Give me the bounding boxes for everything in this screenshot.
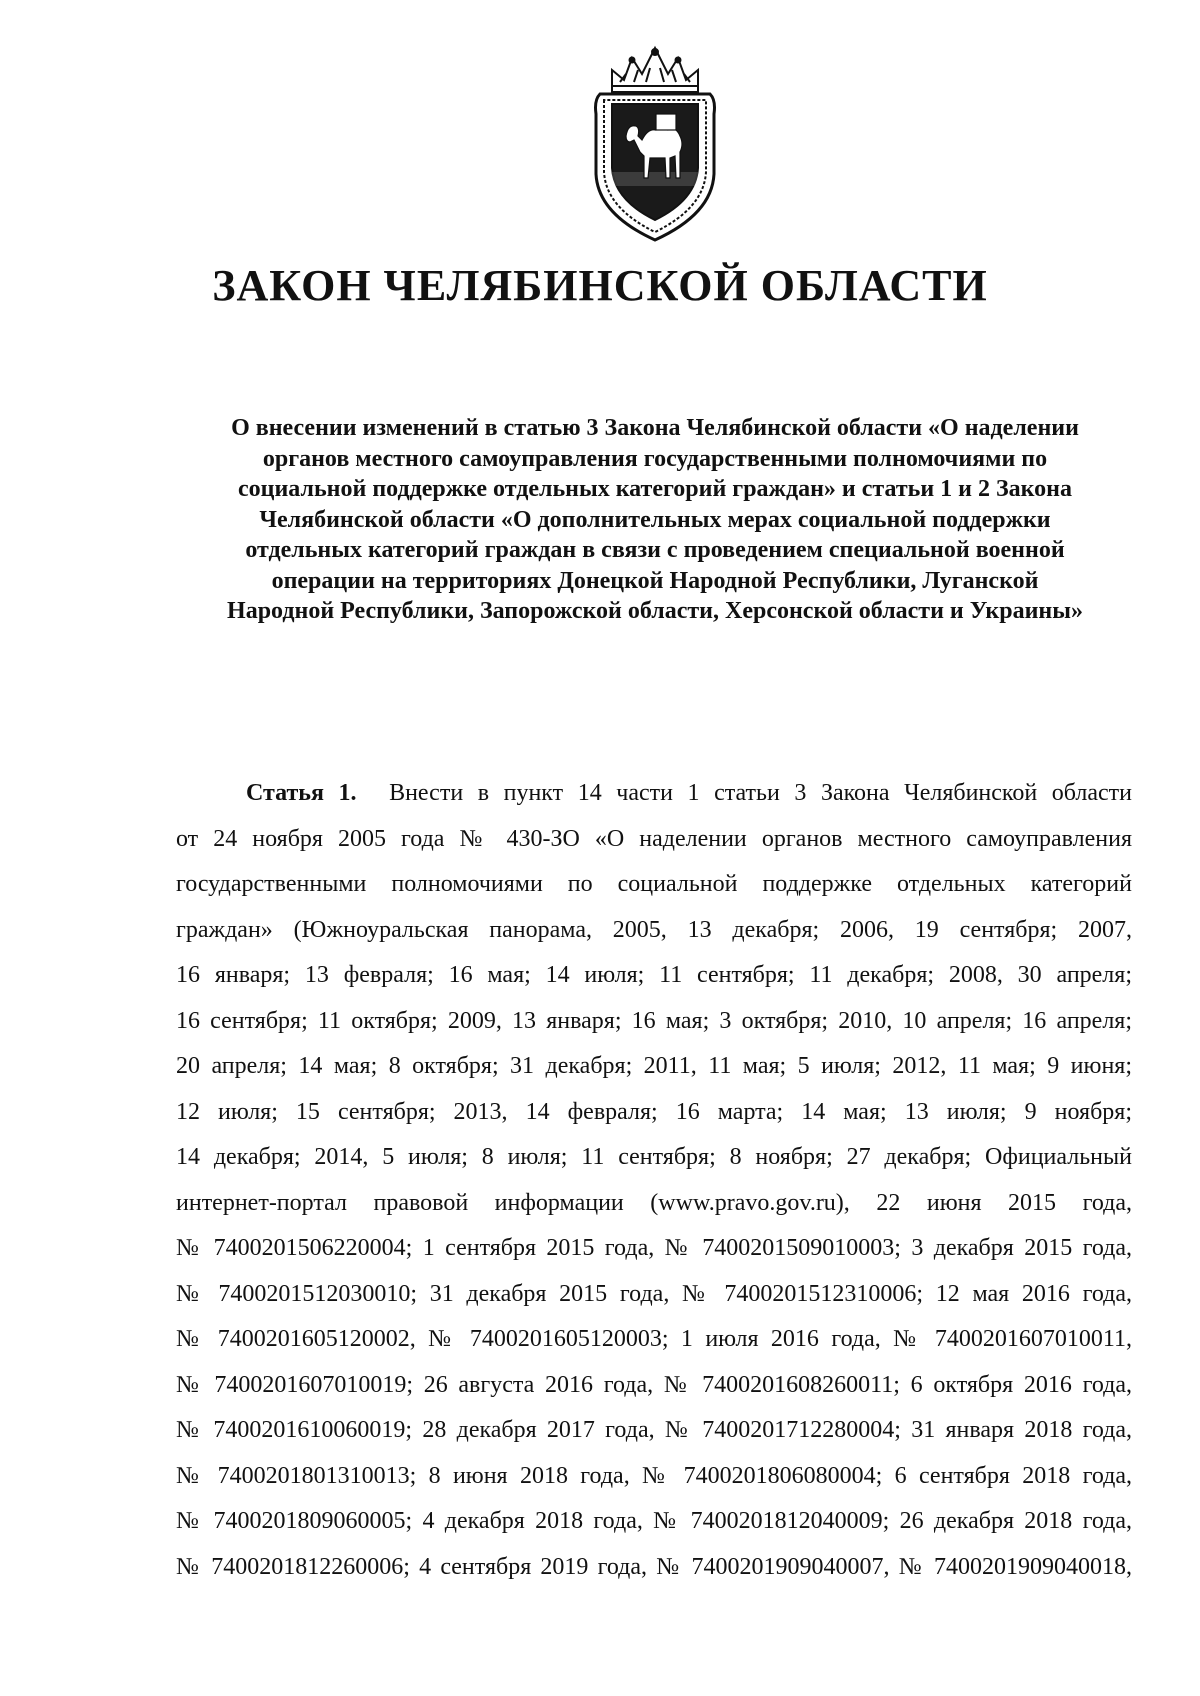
body-line: № 7400201610060019; 28 декабря 2017 года, № 7400201712280004; 31 января 2018 года,	[176, 1417, 1132, 1443]
body-line: № 7400201605120002, № 7400201605120003; 1 июля 2016 года, № 7400201607010011,	[176, 1326, 1132, 1352]
body-line: № 7400201512030010; 31 декабря 2015 года, № 7400201512310006; 12 мая 2016 года,	[176, 1280, 1132, 1307]
subtitle-line: О внесении изменений в статью 3 Закона Челябинской области «О наделении	[231, 415, 1079, 441]
body-line: № 7400201812260006; 4 сентября 2019 года, № 7400201909040007, № 7400201909040018,	[176, 1553, 1132, 1580]
body-line: граждан» (Южноуральская панорама, 2005, 13 декабря; 2006, 19 сентября; 2007,	[176, 916, 1132, 943]
body-line: № 7400201607010019; 26 августа 2016 года, № 7400201608260011; 6 октября 2016 года,	[176, 1371, 1132, 1398]
article-first-line-text: Внести в пункт 14 части 1 статьи 3 Закона Челябинской области	[389, 780, 1133, 806]
subtitle-line: органов местного самоуправления государственными полномочиями по	[262, 445, 1048, 472]
body-line: № 7400201809060005; 4 декабря 2018 года, № 7400201812040009; 26 декабря 2018 года,	[176, 1508, 1132, 1534]
subtitle-line: Народной Республики, Запорожской области, Херсонской области и Украины»	[227, 598, 1083, 624]
body-line: государственными полномочиями по социальной поддержке отдельных категорий	[176, 871, 1132, 897]
law-subtitle	[175, 413, 1135, 627]
body-line: 20 апреля; 14 мая; 8 октября; 31 декабря; 2011, 11 мая; 5 июля; 2012, 11 мая; 9 июня;	[176, 1053, 1132, 1079]
body-line: 16 января; 13 февраля; 16 мая; 14 июля; 11 сентября; 11 декабря; 2008, 30 апреля;	[176, 962, 1132, 988]
article-first-line	[176, 771, 1132, 817]
subtitle-line: социальной поддержке отдельных категорий граждан» и статьи 1 и 2 Закона	[238, 476, 1072, 502]
body-line: интернет-портал правовой информации (www.pravo.gov.ru), 22 июня 2015 года,	[176, 1189, 1132, 1216]
body-line: № 7400201506220004; 1 сентября 2015 года, № 7400201509010003; 3 декабря 2015 года,	[176, 1235, 1132, 1261]
subtitle-line: отдельных категорий граждан в связи с проведением специальной военной	[245, 537, 1065, 563]
subtitle-line: Челябинской области «О дополнительных мерах социальной поддержки	[259, 506, 1051, 533]
body-line: 16 сентября; 11 октября; 2009, 13 января; 16 мая; 3 октября; 2010, 10 апреля; 16 апреля;	[176, 1007, 1132, 1034]
body-line: 12 июля; 15 сентября; 2013, 14 февраля; 16 марта; 14 мая; 13 июля; 9 ноября;	[176, 1098, 1132, 1125]
subtitle-line: операции на территориях Донецкой Народной Республики, Луганской	[271, 567, 1039, 594]
article-label: Статья 1.	[246, 780, 357, 806]
body-line: № 7400201801310013; 8 июня 2018 года, № 7400201806080004; 6 сентября 2018 года,	[176, 1462, 1132, 1489]
body-line: от 24 ноября 2005 года № 430-ЗО «О наделении органов местного самоуправления	[176, 825, 1132, 852]
article-1-body	[176, 771, 1132, 1590]
law-title: ЗАКОН ЧЕЛЯБИНСКОЙ ОБЛАСТИ	[212, 261, 988, 310]
coat-of-arms-icon	[590, 44, 720, 244]
body-line: 14 декабря; 2014, 5 июля; 8 июля; 11 сентября; 8 ноября; 27 декабря; Официальный	[176, 1144, 1132, 1170]
